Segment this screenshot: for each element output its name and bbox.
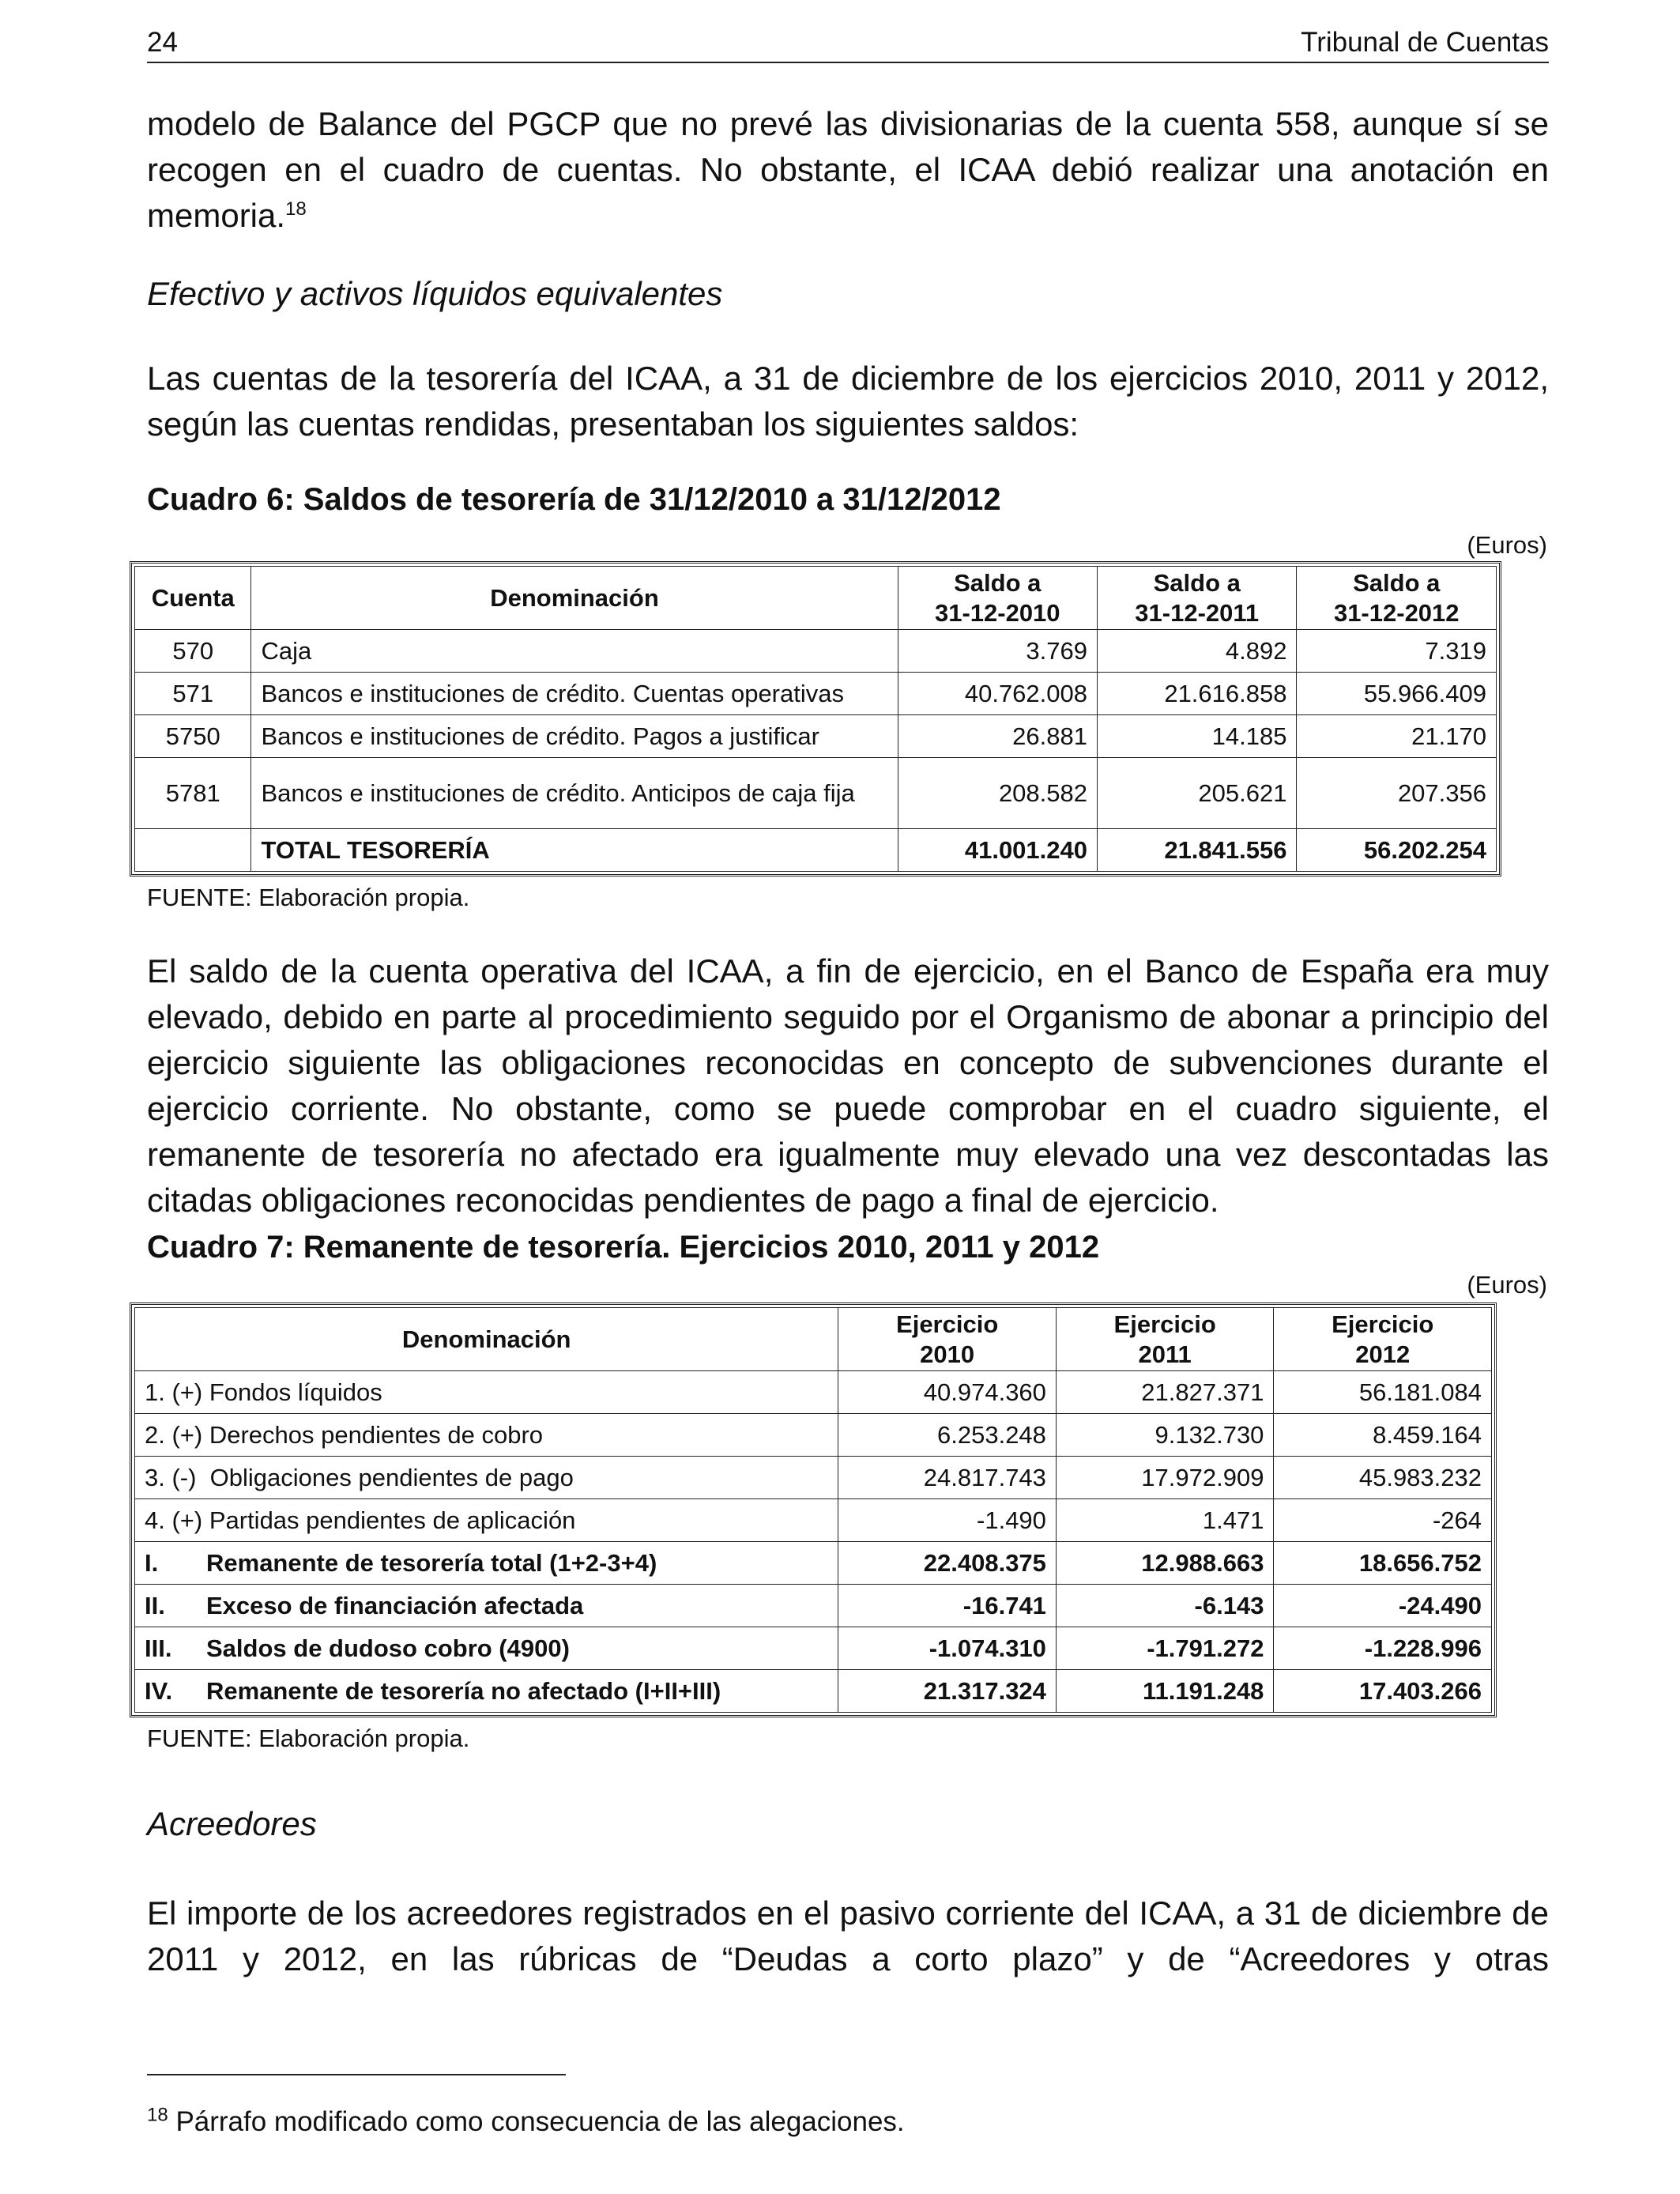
- table7-cell-name: 1. (+) Fondos líquidos: [135, 1371, 838, 1414]
- table7-cell-2010: -1.074.310: [838, 1627, 1057, 1670]
- table-row: [135, 758, 1497, 829]
- table7-cell-2011: 21.827.371: [1056, 1371, 1274, 1414]
- table6-source: FUENTE: Elaboración propia.: [147, 884, 470, 911]
- table6-cell-name: Bancos e instituciones de crédito. Cuentas operativas: [251, 673, 898, 715]
- table7-cell-2010: 24.817.743: [838, 1457, 1057, 1499]
- table6-total-row: [135, 829, 1497, 872]
- table6-cell-account: 570: [135, 630, 251, 673]
- table6-total-2012: 56.202.254: [1297, 829, 1497, 872]
- table-row: [135, 1670, 1492, 1713]
- table-row: [135, 1457, 1492, 1499]
- table6: [134, 566, 1497, 872]
- table-row: [135, 673, 1497, 715]
- table7-cell-2011: 11.191.248: [1056, 1670, 1274, 1713]
- table6-cell-name: Caja: [251, 630, 898, 673]
- table7-cell-2012: 8.459.164: [1274, 1414, 1492, 1457]
- table7: [134, 1307, 1492, 1713]
- section-heading-efectivo: Efectivo y activos líquidos equivalentes: [147, 275, 723, 312]
- table7-cell-2012: -1.228.996: [1274, 1627, 1492, 1670]
- table7-header-2010: Ejercicio 2010: [838, 1308, 1057, 1371]
- paragraph-1: modelo de Balance del PGCP que no prevé las divisionarias de la cuenta 558, aunque sí se recogen en el cuadro de cuentas. No obstante, el ICAA debió realizar una anotación en memoria.$^{18}$: [147, 105, 1549, 234]
- table-row: [135, 1499, 1492, 1542]
- table7-cell-name: II. Exceso de financiación afectada: [135, 1585, 838, 1627]
- table6-total-2010: 41.001.240: [898, 829, 1097, 872]
- table6-cell-account: 5781: [135, 758, 251, 829]
- footnote-ref-18[interactable]: 18: [285, 198, 307, 220]
- table7-cell-name: 4. (+) Partidas pendientes de aplicación: [135, 1499, 838, 1542]
- table6-cell-2012: 21.170: [1297, 715, 1497, 758]
- table7-cell-2010: 40.974.360: [838, 1371, 1057, 1414]
- table-row: [135, 1542, 1492, 1585]
- table-row: [135, 1627, 1492, 1670]
- table-row: [135, 630, 1497, 673]
- table7-source: FUENTE: Elaboración propia.: [147, 1725, 470, 1752]
- section-heading-acreedores: Acreedores: [147, 1805, 317, 1842]
- table7-cell-2011: 1.471: [1056, 1499, 1274, 1542]
- table7-cell-2011: -1.791.272: [1056, 1627, 1274, 1670]
- table6-cell-account: 571: [135, 673, 251, 715]
- table6-caption: Cuadro 6: Saldos de tesorería de 31/12/2010 a 31/12/2012: [147, 482, 1001, 517]
- table7-cell-2012: -24.490: [1274, 1585, 1492, 1627]
- table6-cell-name: Bancos e instituciones de crédito. Anticipos de caja fija: [251, 758, 898, 829]
- table7-header-2012: Ejercicio 2012: [1274, 1308, 1492, 1371]
- table7-header-denominacion: Denominación: [135, 1308, 838, 1371]
- table-row: [135, 1585, 1492, 1627]
- table6-total-label: TOTAL TESORERÍA: [251, 829, 898, 872]
- table6-unit: (Euros): [1467, 531, 1547, 559]
- table6-cell-2010: 208.582: [898, 758, 1097, 829]
- table6-cell-account: 5750: [135, 715, 251, 758]
- table-row: [135, 715, 1497, 758]
- table7-cell-2012: 56.181.084: [1274, 1371, 1492, 1414]
- table7-caption: Cuadro 7: Remanente de tesorería. Ejercicios 2010, 2011 y 2012: [147, 1230, 1100, 1265]
- table6-header-cuenta: Cuenta: [135, 567, 251, 630]
- footnote-number: 18: [147, 2104, 168, 2126]
- table6-cell-2011: 4.892: [1098, 630, 1297, 673]
- table6-header-row: [135, 567, 1497, 630]
- table6-header-2011: Saldo a 31-12-2011: [1098, 567, 1297, 630]
- table-row: [135, 1414, 1492, 1457]
- table7-cell-2011: 17.972.909: [1056, 1457, 1274, 1499]
- paragraph-3: El saldo de la cuenta operativa del ICAA, a fin de ejercicio, en el Banco de España era muy elevado, debido en parte al procedimiento seguido por el Organismo de abonar a principio del ejercicio siguiente las obligaciones reconocidas en concepto de subvenciones durante el ejercicio corriente. No obstante, como se puede comprobar en el cuadro siguiente, el remanente de tesorería no afectado era igualmente muy elevado una vez descontadas las citadas obligaciones reconocidas pendientes de pago a final de ejercicio.: [147, 952, 1549, 1219]
- table7-cell-name: III. Saldos de dudoso cobro (4900): [135, 1627, 838, 1670]
- table7-cell-2011: -6.143: [1056, 1585, 1274, 1627]
- page-header: [147, 24, 1549, 63]
- table7-cell-2010: -16.741: [838, 1585, 1057, 1627]
- paragraph-4: El importe de los acreedores registrados en el pasivo corriente del ICAA, a 31 de diciembre de 2011 y 2012, en las rúbricas de “Deudas a corto plazo” y de “Acreedores y otras: [147, 1894, 1549, 1977]
- table7-cell-2010: 22.408.375: [838, 1542, 1057, 1585]
- table7-cell-2011: 12.988.663: [1056, 1542, 1274, 1585]
- table6-header-denominacion: Denominación: [251, 567, 898, 630]
- page-number: 24: [147, 27, 178, 58]
- table7-cell-2012: 45.983.232: [1274, 1457, 1492, 1499]
- table7-header-2011: Ejercicio 2011: [1056, 1308, 1274, 1371]
- table6-cell-2010: 26.881: [898, 715, 1097, 758]
- table7-cell-name: IV. Remanente de tesorería no afectado (I+II+III): [135, 1670, 838, 1713]
- table6-cell-2011: 205.621: [1098, 758, 1297, 829]
- table6-total-2011: 21.841.556: [1098, 829, 1297, 872]
- table-row: [135, 1371, 1492, 1414]
- table7-cell-name: I. Remanente de tesorería total (1+2-3+4): [135, 1542, 838, 1585]
- header-organization: Tribunal de Cuentas: [1301, 27, 1549, 58]
- table6-cell-account: [135, 829, 251, 872]
- table7-unit: (Euros): [1467, 1271, 1547, 1299]
- table7-cell-2012: -264: [1274, 1499, 1492, 1542]
- table6-cell-2011: 14.185: [1098, 715, 1297, 758]
- footnote-text: Párrafo modificado como consecuencia de las alegaciones.: [175, 2106, 905, 2137]
- table7-header-row: [135, 1308, 1492, 1371]
- table6-cell-2010: 3.769: [898, 630, 1097, 673]
- table7-cell-2012: 17.403.266: [1274, 1670, 1492, 1713]
- table6-cell-2012: 55.966.409: [1297, 673, 1497, 715]
- footnote-18: [147, 2106, 905, 2138]
- paragraph-2: Las cuentas de la tesorería del ICAA, a 31 de diciembre de los ejercicios 2010, 2011 y 2012, según las cuentas rendidas, presentaban los siguientes saldos:: [147, 360, 1549, 443]
- table6-cell-2011: 21.616.858: [1098, 673, 1297, 715]
- table7-cell-name: 3. (-) Obligaciones pendientes de pago: [135, 1457, 838, 1499]
- table6-cell-name: Bancos e instituciones de crédito. Pagos a justificar: [251, 715, 898, 758]
- table7-cell-2010: 21.317.324: [838, 1670, 1057, 1713]
- table7-cell-name: 2. (+) Derechos pendientes de cobro: [135, 1414, 838, 1457]
- table7-cell-2010: -1.490: [838, 1499, 1057, 1542]
- table6-header-2012: Saldo a 31-12-2012: [1297, 567, 1497, 630]
- table6-header-2010: Saldo a 31-12-2010: [898, 567, 1097, 630]
- table6-cell-2012: 7.319: [1297, 630, 1497, 673]
- table7-cell-2012: 18.656.752: [1274, 1542, 1492, 1585]
- table7-cell-2010: 6.253.248: [838, 1414, 1057, 1457]
- table6-cell-2012: 207.356: [1297, 758, 1497, 829]
- table6-cell-2010: 40.762.008: [898, 673, 1097, 715]
- table7-frame: [130, 1302, 1497, 1717]
- table7-cell-2011: 9.132.730: [1056, 1414, 1274, 1457]
- table6-frame: [130, 561, 1501, 876]
- footnote-separator: [147, 2074, 566, 2075]
